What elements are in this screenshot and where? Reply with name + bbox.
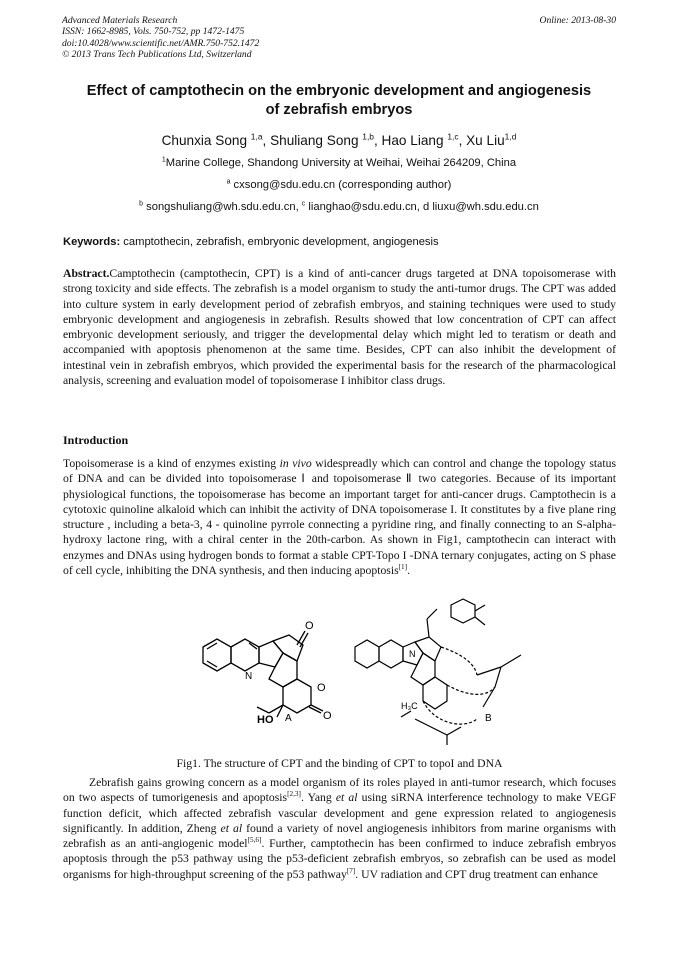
affiliation-line xyxy=(40,157,638,169)
citation: [2,3] xyxy=(287,790,301,799)
author-sup: 1,d xyxy=(504,131,517,142)
italic-run: et al xyxy=(220,821,243,835)
intro-paragraph-1 xyxy=(63,456,616,578)
figure-1 xyxy=(165,595,535,755)
citation: [7] xyxy=(346,866,356,875)
email-line-1 xyxy=(40,179,638,191)
title-line-2: of zebrafish embryos xyxy=(265,102,413,118)
figure-caption: Fig1. The structure of CPT and the binding of CPT to topoI and DNA xyxy=(176,757,503,770)
author-sup: 1,b xyxy=(362,131,374,142)
atom-o-label: O xyxy=(323,710,332,722)
author-sup: 1,c xyxy=(447,131,459,142)
doi-line: doi:10.4028/www.scientific.net/AMR.750-752.1472 xyxy=(62,37,260,49)
abstract-text: Camptothecin (camptothecin, CPT) is a kind of anti-cancer drugs targeted at DNA topoisomerase with strong toxicity and side effects. The zebrafish is a model organism to study the anti-tumor drugs. The CPT was added into culture system in early development period of zebrafish embryos, and staining techniques were used to study embryonic development and angiogenesis in zebrafish. Results showed that low concentration of CPT can affect embryonic development seriously, and trigger the developmental delay which might led to teratism or death and accompanied with apoptosis phenomenon at the same time. Besides, CPT can also inhibit the development of intestinal vein in zebrafish embryos, which provided the experimental basis for the research of the pharmacological analysis, screening and evaluation model of topoisomerase I inhibitor class drugs. xyxy=(63,267,616,388)
text-run: . UV radiation and CPT drug treatment can enhance xyxy=(355,867,598,881)
email-line-2 xyxy=(40,201,638,213)
title-line-1: Effect of camptothecin on the embryonic development and angiogenesis xyxy=(86,83,592,99)
journal-name: Advanced Materials Research xyxy=(62,15,178,26)
copyright-line: © 2013 Trans Tech Publications Ltd, Switzerland xyxy=(62,49,252,61)
atom-o-label: O xyxy=(317,682,326,694)
author-name: , Hao Liang xyxy=(374,133,448,148)
atom-ho-label: HO xyxy=(257,714,274,726)
cpt-topo-dna-binding-b xyxy=(355,599,521,745)
online-date: Online: 2013-08-30 xyxy=(539,15,616,26)
text-run: Zebrafish gains growing concern as a model organism of its roles played in anti-tumor research, which focuses on two aspects of tumorigenesis and apoptosis xyxy=(63,776,616,805)
email-text: lianghao@sdu.edu.cn, d liuxu@wh.sdu.edu.cn xyxy=(305,201,539,213)
text-run: found a variety of novel angiogenesis inhibitors from marine organisms with zebrafish as an anti-angiogenic model xyxy=(63,821,616,851)
abstract-label: Abstract. xyxy=(63,267,110,280)
author-name: Chunxia Song xyxy=(161,133,251,148)
citation: [5,6] xyxy=(247,836,262,845)
email-sup: b xyxy=(139,200,144,208)
italic-run: in vivo xyxy=(279,457,312,470)
text-run: widespreadly which can control and change the topology status of DNA and can be divided into topoisomerase Ⅰ and topoisomerase Ⅱ two categories. Because of its important physiological functions, the topoisomerase has become an important target for anti-cancer drugs. Camptothecin is a cytotoxic quinoline alkaloid which can inhibit the activity of DNA topoisomerase I. It constitutes by a five plane ring structure , including a beta-3, 4 - quinoline pyrrole connecting a pyridine ring, and finally connecting to an S-alpha-hydroxy lactone ring, with a chiral center in the 20th-carbon. As shown in Fig1, camptothecin can interact with enzymes and DNAs using hydrogen bonds to format a stable CPT-Topo I -DNA ternary conjugates, acting on S phase of cell cycle, inhibiting the DNA synthesis, and then inducing apoptosis xyxy=(63,457,617,578)
section-heading-introduction: Introduction xyxy=(63,433,129,447)
figure-label-b: B xyxy=(485,713,492,724)
paper-title xyxy=(40,82,638,120)
author-list xyxy=(40,133,638,148)
structure-labels-a xyxy=(245,620,332,726)
cpt-structure-a xyxy=(203,631,323,717)
email-text: cxsong@sdu.edu.cn (corresponding author) xyxy=(230,179,452,191)
abstract xyxy=(63,266,616,388)
email-sup: a xyxy=(226,178,231,186)
text-run: . Further, camptothecin has been confirmed to induce zebrafish embryos apoptosis through the p53 pathway using the p53-deficient zebrafish embryos, so zebrafish can be used as model organisms for high-throughput screening of the p53 pathway xyxy=(63,837,617,881)
keywords-text: camptothecin, zebrafish, embryonic development, angiogenesis xyxy=(120,236,439,248)
email-text: songshuliang@wh.sdu.edu.cn, xyxy=(143,201,302,213)
italic-run: et al xyxy=(335,791,358,805)
author-sup: 1,a xyxy=(250,131,263,142)
text-run: using siRNA interference technology to make VEGF function deficit, which affected zebrafish vascular development and gene expression related to angiogenesis significantly. In addition, Zheng xyxy=(63,791,616,835)
author-name: , Shuliang Song xyxy=(262,133,363,148)
keywords xyxy=(63,236,615,248)
atom-h3c-label: H₃C xyxy=(401,701,418,711)
text-run: . Yang xyxy=(300,791,336,805)
figure-label-a: A xyxy=(285,713,292,724)
journal-header xyxy=(62,15,616,61)
intro-paragraph-2 xyxy=(63,775,616,882)
issn-line: ISSN: 1662-8985, Vols. 750-752, pp 1472-1475 xyxy=(62,26,245,38)
keywords-label: Keywords: xyxy=(63,236,121,248)
atom-n-label: N xyxy=(245,671,253,682)
affiliation-text: Marine College, Shandong University at Weihai, Weihai 264209, China xyxy=(165,157,517,169)
affiliation-sup: 1 xyxy=(161,156,166,164)
author-name: , Xu Liu xyxy=(458,133,505,148)
atom-o-label: O xyxy=(305,620,314,632)
text-run: . xyxy=(407,564,411,578)
citation: [1] xyxy=(398,563,408,572)
atom-n-label: N xyxy=(409,649,416,659)
text-run: Topoisomerase is a kind of enzymes existing xyxy=(63,457,280,470)
email-sup: c xyxy=(301,200,306,208)
